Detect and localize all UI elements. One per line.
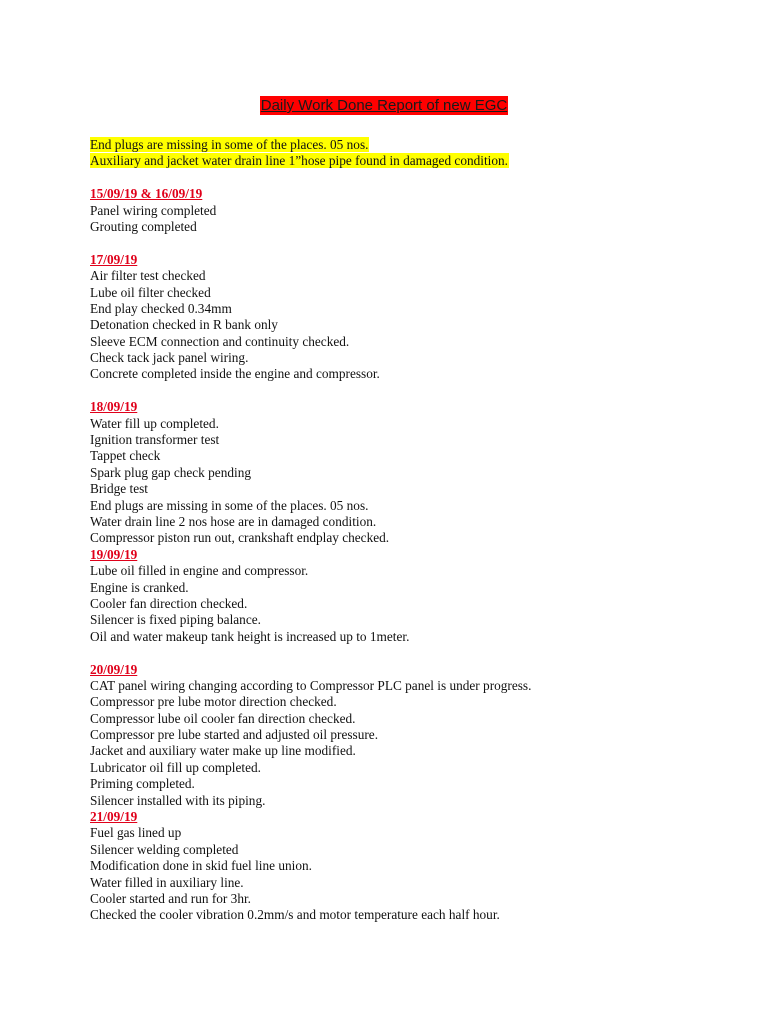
entry-date: 18/09/19 — [90, 399, 138, 415]
spacer — [90, 235, 730, 251]
highlighted-note: End plugs are missing in some of the places. 05 nos. — [90, 137, 369, 152]
entry-item: End play checked 0.34mm — [90, 300, 232, 316]
entry-item: Panel wiring completed — [90, 202, 217, 218]
entry-item: Tappet check — [90, 448, 161, 464]
entry-item: Compressor piston run out, crankshaft endplay checked. — [90, 530, 390, 546]
title-container — [0, 96, 768, 115]
entry-item: Priming completed. — [90, 776, 195, 792]
entry-item: Jacket and auxiliary water make up line modified. — [90, 743, 356, 759]
entry-item: Engine is cranked. — [90, 579, 189, 595]
report-body — [90, 137, 730, 924]
highlighted-note: Auxiliary and jacket water drain line 1”hose pipe found in damaged condition. — [90, 153, 508, 169]
entry-item: Grouting completed — [90, 218, 197, 234]
entry-item: Cooler fan direction checked. — [90, 595, 248, 611]
entry-item: Silencer welding completed — [90, 841, 239, 857]
entry-item: Bridge test — [90, 481, 148, 497]
entry-item: Silencer is fixed piping balance. — [90, 612, 261, 628]
entry-item: Fuel gas lined up — [90, 825, 182, 841]
entry-item: Cooler started and run for 3hr. — [90, 890, 251, 906]
entry-item: Water fill up completed. — [90, 415, 219, 431]
entry-date: 21/09/19 — [90, 809, 138, 825]
spacer — [90, 645, 730, 661]
entry-item: Concrete completed inside the engine and compressor. — [90, 366, 380, 382]
entry-item: Ignition transformer test — [90, 432, 220, 448]
entry-item: Sleeve ECM connection and continuity checked. — [90, 333, 350, 349]
entry-date: 20/09/19 — [90, 661, 138, 677]
entry-item: Lube oil filter checked — [90, 284, 211, 300]
entry-item: Silencer installed with its piping. — [90, 792, 266, 808]
entry-item: Compressor lube oil cooler fan direction checked. — [90, 710, 356, 726]
entry-item: Check tack jack panel wiring. — [90, 350, 249, 366]
entry-item: Water drain line 2 nos hose are in damaged condition. — [90, 513, 377, 529]
entry-item: Oil and water makeup tank height is increased up to 1meter. — [90, 628, 410, 644]
entry-item: End plugs are missing in some of the places. 05 nos. — [90, 497, 369, 513]
entry-item: CAT panel wiring changing according to Compressor PLC panel is under progress. — [90, 677, 532, 693]
entry-item: Modification done in skid fuel line union. — [90, 858, 312, 874]
spacer — [90, 170, 730, 186]
entry-date: 17/09/19 — [90, 251, 138, 267]
entry-item: Spark plug gap check pending — [90, 464, 251, 480]
entry-date: 19/09/19 — [90, 546, 138, 562]
entry-item: Air filter test checked — [90, 268, 206, 284]
entry-item: Checked the cooler vibration 0.2mm/s and motor temperature each half hour. — [90, 907, 500, 923]
entry-item: Compressor pre lube started and adjusted oil pressure. — [90, 727, 379, 743]
spacer — [90, 383, 730, 399]
entry-item: Detonation checked in R bank only — [90, 317, 278, 333]
entry-item: Compressor pre lube motor direction checked. — [90, 694, 337, 710]
entry-item: Lubricator oil fill up completed. — [90, 759, 261, 775]
entry-item: Water filled in auxiliary line. — [90, 874, 244, 890]
entry-date: 15/09/19 & 16/09/19 — [90, 186, 203, 202]
report-title: Daily Work Done Report of new EGC — [260, 97, 508, 114]
entry-item: Lube oil filled in engine and compressor. — [90, 563, 309, 579]
